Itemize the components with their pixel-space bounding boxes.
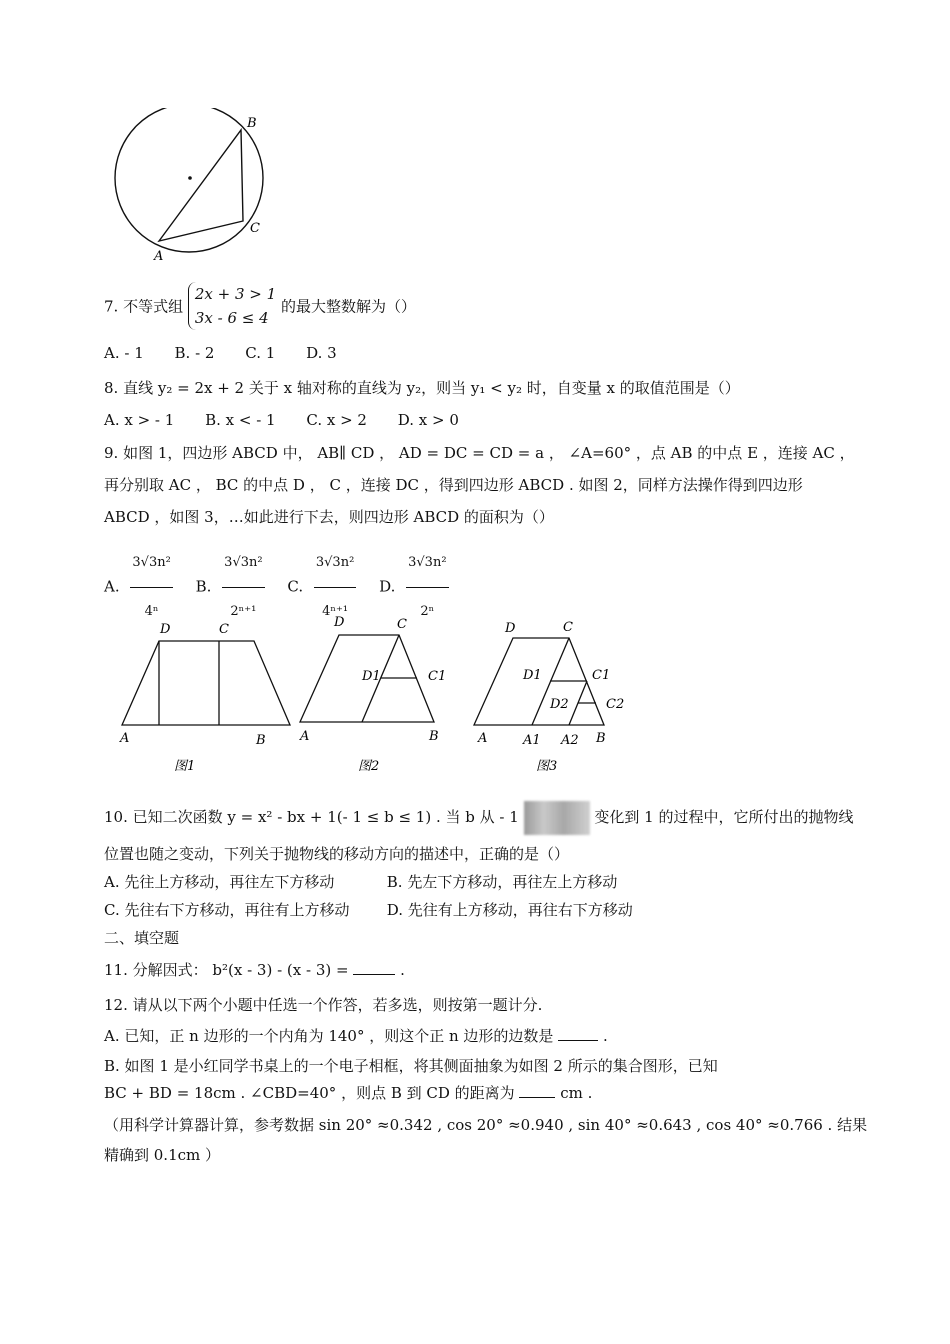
q7-option-a: A. - 1 [104, 344, 144, 362]
fig3-label-d1: D1 [523, 668, 542, 683]
q11-blank[interactable] [353, 974, 395, 975]
q9-line3: ABCD ，如图 3，…如此进行下去，则四边形 ABCD 的面积为（） [104, 508, 554, 526]
q9-line2: 再分别取 AC ， BC 的中点 D ， C ，连接 DC ，得到四边形 ABCD . 如图 2，同样方法操作得到四边形 [104, 476, 803, 494]
q12-b-unit: cm . [560, 1084, 593, 1102]
fig2-label-b: B [429, 729, 439, 744]
q9-option-b-num: 3√3n² [222, 540, 264, 588]
fig2-label-d: D [334, 615, 345, 630]
q10-line2: 位置也随之变动，下列关于抛物线的移动方向的描述中，正确的是（） [104, 845, 570, 863]
q10-part1: 10. 已知二次函数 y = x² - bx + 1(- 1 ≤ b ≤ 1) . 当 b 从 - 1 [104, 808, 519, 826]
q7-suffix: 的最大整数解为（） [280, 297, 416, 316]
q12-b-line3: （用科学计算器计算，参考数据 sin 20° ≈0.342 , cos 20° ≈0.940 , sin 40° ≈0.643 , cos 40° ≈0.766 . 结果 [104, 1116, 868, 1134]
fig3-label-a2: A2 [561, 733, 579, 748]
q8-option-a: A. x > - 1 [104, 411, 175, 429]
fig1-caption: 图1 [174, 759, 196, 774]
fig3-label-c1: C1 [592, 668, 611, 683]
q12-a-blank[interactable] [558, 1040, 598, 1041]
circle-figure [104, 108, 304, 268]
q7-options [104, 343, 363, 363]
q10-option-b: B. 先左下方移动，再往左上方移动 [386, 873, 618, 891]
section-title: 二、填空题 [104, 929, 180, 947]
label-a: A [154, 249, 164, 264]
trapezoid-figures [104, 608, 644, 778]
q9-option-d-den: 2ⁿ [420, 604, 435, 619]
circle-center-dot [188, 176, 192, 180]
fig3-label-d2: D2 [550, 697, 569, 712]
q8-option-d: D. x > 0 [397, 411, 459, 429]
q11-text: 11. 分解因式： b²(x - 3) - (x - 3) = [104, 961, 349, 979]
q9-option-c-num: 3√3n² [314, 540, 356, 588]
q12-a-line [104, 1026, 608, 1046]
q8-text: 8. 直线 y₂ = 2x + 2 关于 x 轴对称的直线为 y₂，则当 y₁ < y₂ 时，自变量 x 的取值范围是（） [104, 379, 740, 397]
q11-end: . [400, 961, 405, 979]
q7-option-d: D. 3 [306, 344, 337, 362]
q9-option-c-den: 4ⁿ⁺¹ [322, 604, 349, 619]
q7-option-b: B. - 2 [174, 344, 215, 362]
fig1-label-a: A [120, 731, 130, 746]
q9-option-a-label: A. [104, 577, 120, 596]
blurred-region [524, 801, 590, 835]
q9-option-d-num: 3√3n² [406, 540, 448, 588]
q12-intro: 12. 请从以下两个小题中任选一个作答，若多选，则按第一题计分. [104, 996, 543, 1014]
q10-options-row2 [104, 900, 633, 920]
fig2-label-c1: C1 [428, 669, 447, 684]
q7-option-c: C. 1 [245, 344, 276, 362]
q9-option-b-label: B. [195, 577, 212, 596]
q12-b-line1: B. 如图 1 是小红同学书桌上的一个电子相框，将其侧面抽象为如图 2 所示的集合图形，已知 [104, 1057, 718, 1075]
q7-prefix: 7. 不等式组 [104, 297, 184, 316]
q9-option-b-den: 2ⁿ⁺¹ [230, 604, 257, 619]
fig2-label-a: A [300, 729, 310, 744]
q12-b-text: BC + BD = 18cm . ∠CBD=40° ，则点 B 到 CD 的距离为 [104, 1084, 515, 1102]
q7-ineq2: 3x - 6 ≤ 4 [194, 309, 269, 327]
fig3-caption: 图3 [536, 759, 558, 774]
q12-b-line2 [104, 1083, 592, 1103]
label-c: C [250, 221, 260, 236]
q10-option-d: D. 先往有上方移动，再往右下方移动 [386, 901, 633, 919]
q10-part2: 变化到 1 的过程中，它所付出的抛物线 [594, 808, 854, 826]
q7-system [188, 282, 276, 330]
label-b: B [247, 116, 257, 131]
fig2-label-d1: D1 [362, 669, 381, 684]
q11-line [104, 960, 405, 980]
fig3-label-a: A [478, 731, 488, 746]
q9-option-a-num: 3√3n² [130, 540, 172, 588]
fig1-label-d: D [160, 622, 171, 637]
fig1-trapezoid [122, 641, 290, 725]
q9-option-a-den: 4ⁿ [144, 604, 159, 619]
fig2-caption: 图2 [358, 759, 380, 774]
q8-options [104, 410, 485, 430]
q8-option-b: B. x < - 1 [205, 411, 276, 429]
q12-b-line4: 精确到 0.1cm ） [104, 1146, 221, 1164]
fig1-label-c: C [219, 622, 229, 637]
q7-line [104, 282, 416, 330]
q10-option-c: C. 先往右下方移动，再往有上方移动 [104, 901, 350, 919]
fig1-label-b: B [256, 733, 266, 748]
q7-ineq1: 2x + 3 > 1 [194, 285, 277, 303]
q12-a-end: . [603, 1027, 608, 1045]
fig3-label-d: D [505, 621, 516, 636]
q8-option-c: C. x > 2 [306, 411, 367, 429]
triangle-abc [159, 130, 243, 241]
fig3-label-c2: C2 [606, 697, 625, 712]
q10-line1 [104, 800, 853, 835]
q9-option-d-label: D. [379, 577, 396, 596]
fig3-label-c: C [563, 620, 573, 635]
fig3-label-b: B [596, 731, 606, 746]
q9-line1: 9. 如图 1，四边形 ABCD 中， AB∥ CD ， AD = DC = CD = a ， ∠A=60° ，点 AB 的中点 E ，连接 AC ， [104, 444, 855, 462]
q10-options-row1 [104, 872, 617, 892]
q10-option-a: A. 先往上方移动，再往左下方移动 [104, 873, 335, 891]
q12-a-text: A. 已知，正 n 边形的一个内角为 140° ，则这个正 n 边形的边数是 [104, 1027, 554, 1045]
q12-b-blank[interactable] [519, 1097, 555, 1098]
q9-option-c-label: C. [287, 577, 304, 596]
fig2-label-c: C [397, 617, 407, 632]
fig3-label-a1: A1 [523, 733, 541, 748]
